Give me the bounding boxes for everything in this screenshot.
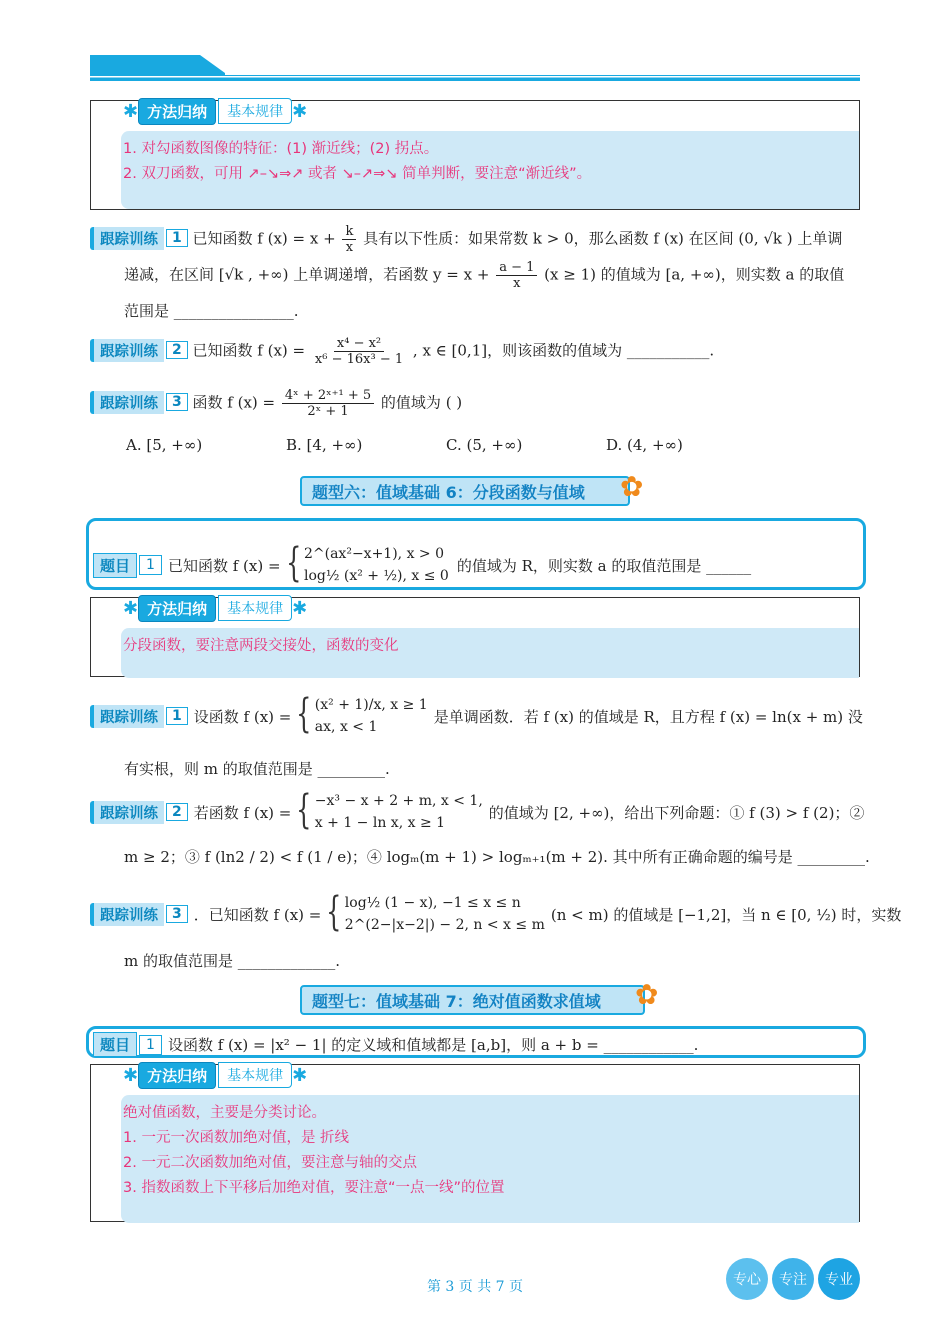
question-box-7: 题目 1 设函数 f (x) = |x² − 1| 的定义域和值域都是 [a,b]，则 a + b = ____________. [86, 1026, 866, 1058]
method-title: 方法归纳 [138, 595, 216, 622]
question-text: m ≥ 2；③ f (ln2 / 2) < f (1 / e)；④ logₘ(m + 1) > logₘ₊₁(m + 2). 其中所有正确命题的编号是 _________. [124, 848, 870, 866]
page-number: 第 3 页 共 7 页 [426, 1279, 524, 1295]
fraction: $\frac{\text{x⁴ − x²}}{\text{x⁶ − 16x³ − 1}}$ [314, 336, 404, 367]
star-icon: ✱ [292, 1064, 308, 1086]
method-box-2 [90, 597, 860, 677]
method-line: 2. 一元二次函数加绝对值，要注意与轴的交点 [123, 1155, 417, 1171]
star-icon: ✱ [292, 597, 308, 619]
star-icon: ✱ [123, 597, 139, 619]
fraction: $\frac{a - 1}{x}$ [496, 260, 537, 291]
method-line: 1. 一元一次函数加绝对值，是 折线 [123, 1130, 350, 1146]
question-text: m 的取值范围是 _____________. [124, 952, 341, 970]
flower-icon: ✿ [635, 978, 659, 1011]
choice-b[interactable]: B. [4, +∞) [286, 436, 363, 454]
track-question-6-2: 跟踪训练 2 若函数 f (x) = { −x³ − x + 2 + m, x < 1, x + 1 − ln x, x ≥ 1 的值域为 [2, +∞)，给出下列命题：① f (3) > f (2)；② [90, 790, 870, 834]
track-question-3: 跟踪训练 3 函数 f (x) = $\frac{\text{4ˣ + 2ˣ⁺¹ + 5}}{\text{2ˣ + 1}}$ 的值域为 ( ) [90, 388, 870, 419]
question-text: 具有以下性质：如果常数 k > 0，那么函数 f (x) 在区间 (0, √k ) 上单调 [363, 229, 843, 248]
question-text-line3: 范围是 ________________. [124, 302, 299, 320]
track-tag: 跟踪训练 3 [90, 391, 188, 414]
track-tag: 跟踪训练 1 [90, 227, 188, 250]
method-line: 1. 对勾函数图像的特征：(1) 渐近线；(2) 拐点。 [123, 141, 439, 157]
method-title: 方法归纳 [138, 98, 216, 125]
question-text: 有实根，则 m 的取值范围是 _________. [124, 760, 390, 778]
method-line: 3. 指数函数上下平移后加绝对值，要注意“一点一线”的位置 [123, 1180, 505, 1196]
method-box-3 [90, 1064, 860, 1222]
choice-c[interactable]: C. (5, +∞) [446, 436, 523, 454]
choice-a[interactable]: A. [5, +∞) [126, 436, 203, 454]
question-text-line2: 递减，在区间 [√k , +∞) 上单调递增，若函数 y = x + $\frac{a - 1}{x}$ (x ≥ 1) 的值域为 [a, +∞)，则实数 a 的取值 [124, 260, 845, 291]
choice-d[interactable]: D. (4, +∞) [606, 436, 683, 454]
badge-dedicated: 专注 [772, 1258, 814, 1300]
method-line: 绝对值函数，主要是分类讨论。 [123, 1105, 326, 1121]
section-title-6: 题型六：值域基础 6：分段函数与值域 [300, 476, 630, 506]
method-subtitle: 基本规律 [218, 595, 292, 621]
method-line: 2. 双刀函数，可用 ↗–↘⇒↗ 或者 ↘–↗⇒↘ 简单判断，要注意“渐近线”。 [123, 166, 592, 182]
question-text: 设函数 f (x) = |x² − 1| 的定义域和值域都是 [a,b]，则 a + b = ____________. [167, 1036, 699, 1054]
badge-focus: 专心 [726, 1258, 768, 1300]
section-title-7: 题型七：值域基础 7：绝对值函数求值域 [300, 985, 645, 1015]
method-line: 分段函数，要注意两段交接处，函数的变化 [123, 638, 399, 654]
method-subtitle: 基本规律 [218, 98, 292, 124]
method-header [123, 99, 307, 123]
flower-icon: ✿ [620, 470, 644, 503]
star-icon: ✱ [123, 100, 139, 122]
fraction: $\frac{k}{x}$ [342, 224, 356, 255]
question-box-6: 题目 1 已知函数 f (x) = { 2^(ax²−x+1), x > 0 log½ (x² + ½), x ≤ 0 的值域为 R，则实数 a 的取值范围是 ______ [86, 518, 866, 590]
track-question-6-1: 跟踪训练 1 设函数 f (x) = { (x² + 1)/x, x ≥ 1 ax, x < 1 是单调函数．若 f (x) 的值域是 R，且方程 f (x) = ln(x + m) 没 [90, 694, 870, 738]
header-bar [90, 55, 860, 81]
track-tag: 跟踪训练 2 [90, 339, 188, 362]
method-subtitle: 基本规律 [218, 1062, 292, 1088]
method-box-1 [90, 100, 860, 210]
track-question-6-3: 跟踪训练 3 ．已知函数 f (x) = { log½ (1 − x), −1 ≤ x ≤ n 2^(2−|x−2|) − 2, n < x ≤ m (n < m) 的值域是 [−1,2]，当 n ∈ [0, ½) 时，实数 [90, 892, 870, 936]
fraction: $\frac{\text{4ˣ + 2ˣ⁺¹ + 5}}{\text{2ˣ + 1}}$ [282, 388, 374, 419]
badge-professional: 专业 [818, 1258, 860, 1300]
star-icon: ✱ [123, 1064, 139, 1086]
choices [126, 436, 766, 454]
piecewise: { 2^(ax²−x+1), x > 0 log½ (x² + ½), x ≤ 0 [285, 540, 449, 586]
question-tag: 题目 1 [93, 553, 162, 578]
method-title: 方法归纳 [138, 1062, 216, 1089]
star-icon: ✱ [292, 100, 308, 122]
track-question-2: 跟踪训练 2 已知函数 f (x) = $\frac{\text{x⁴ − x²}}{\text{x⁶ − 16x³ − 1}}$ , x ∈ [0,1]，则该函数的值域为 ___________. [90, 336, 870, 367]
track-question-1 [90, 224, 870, 255]
question-text: 已知函数 f (x) = x + [192, 229, 336, 248]
